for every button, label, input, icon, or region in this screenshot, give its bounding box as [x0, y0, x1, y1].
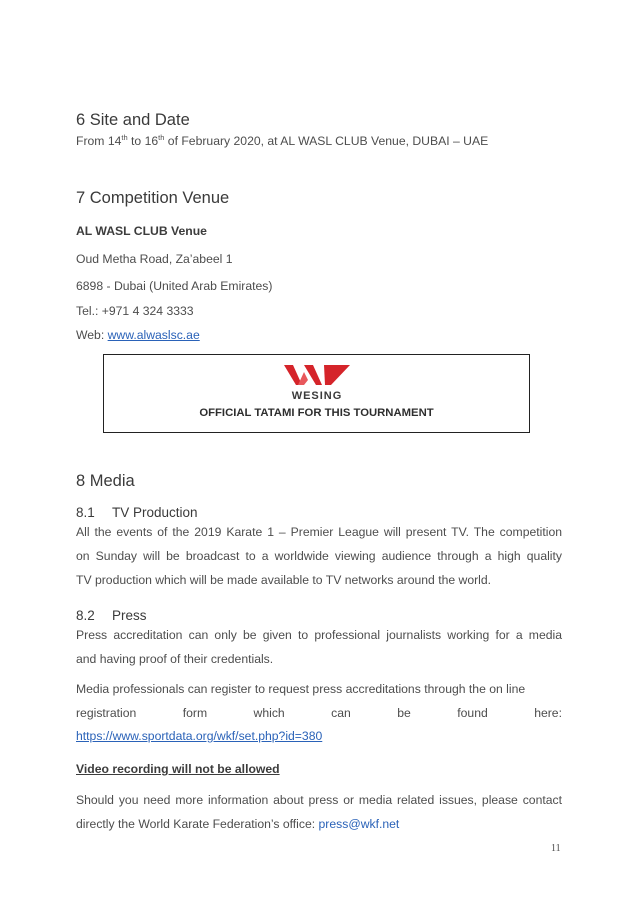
- sponsor-box: [103, 354, 530, 433]
- subsection-8-2-heading: 8.2 Press: [76, 608, 147, 623]
- venue-web: Web: www.alwaslsc.ae: [76, 328, 200, 342]
- wesing-logo: [274, 362, 360, 402]
- sponsor-caption: OFFICIAL TATAMI FOR THIS TOURNAMENT: [199, 407, 434, 419]
- press-registration-link[interactable]: https://www.sportdata.org/wkf/set.php?id=380: [76, 729, 323, 743]
- press-para3-line: Should you need more information about press or media related issues, please contact: [76, 793, 562, 807]
- video-recording-notice: Video recording will not be allowed: [76, 762, 280, 776]
- tv-production-line: on Sunday will be broadcast to a worldwide viewing audience through a high quality: [76, 549, 562, 563]
- logo-wordmark: WESING: [291, 390, 343, 402]
- tv-production-line: All the events of the 2019 Karate 1 – Premier League will present TV. The competition: [76, 525, 562, 539]
- section-7-heading: 7 Competition Venue: [76, 189, 230, 207]
- press-para1-line: and having proof of their credentials.: [76, 652, 274, 666]
- site-date-text: From 14th to 16th of February 2020, at AL WASL CLUB Venue, DUBAI – UAE: [76, 132, 489, 148]
- page-number: 11: [551, 843, 561, 854]
- press-email-link[interactable]: press@wkf.net: [318, 817, 400, 831]
- press-para2-line: Media professionals can register to request press accreditations through the on line: [76, 682, 526, 696]
- press-para3-line2: directly the World Karate Federation’s office: press@wkf.net: [76, 817, 400, 831]
- press-para2-words: registration form which can be found here:: [76, 706, 562, 720]
- venue-web-link[interactable]: www.alwaslsc.ae: [107, 328, 200, 342]
- subsection-8-1-heading: 8.1 TV Production: [76, 505, 198, 520]
- venue-tel: Tel.: +971 4 324 3333: [76, 304, 194, 318]
- venue-name: AL WASL CLUB Venue: [76, 224, 207, 238]
- section-8-heading: 8 Media: [76, 472, 135, 490]
- venue-address-line1: Oud Metha Road, Za’abeel 1: [76, 252, 233, 266]
- venue-address-line2: 6898 - Dubai (United Arab Emirates): [76, 279, 273, 293]
- tv-production-line: TV production which will be made available to TV networks around the world.: [76, 573, 492, 587]
- press-para1-line: Press accreditation can only be given to professional journalists working for a media: [76, 628, 562, 642]
- section-6-heading: 6 Site and Date: [76, 111, 190, 129]
